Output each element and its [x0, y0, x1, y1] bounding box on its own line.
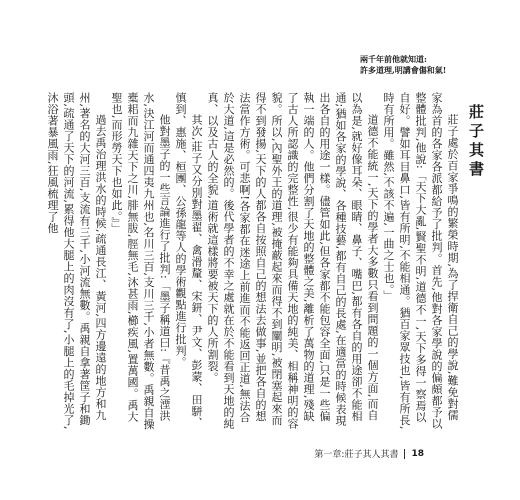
footer-divider [404, 449, 405, 459]
vertical-text-body [46, 92, 486, 432]
paragraph: 莊子處於百家爭鳴的繁榮時期,為了捍衛自己的學說,難免對儒家為首的各家各派都給予了批判。首先,他對各家學說的偏頗都予以整體批判,他說:「天下大亂,賢聖不明,道德不一,天下多得一察焉以自好。譬如耳目鼻口,皆有所明,不能相通。猶百家眾技也,皆有所長,時有所用。雖然,不該不遍,一曲之士也。」 [382, 92, 459, 430]
chapter-label: 第一章:莊子其人其書 [314, 450, 399, 460]
paragraph: 道德不能統一,天下的學者大多數只看到問題的一個方面,而自以為是,就好像耳朵、眼睛、鼻子、嘴巴,都有各自的用途卻不能相通;猶如各家的學說、各種技藝,都有自己的長處,在適當的時候表現出各自的用途一樣。儘管如此,但各家都不能包容全面,只是一些偏執一端的人。他們分割了天地的整體之美,離析了萬物的道理,殘缺了古人所認識的完整性,很少有能夠具備天地的純美、相稱神明的容貌。所以,內聖外王的道理,被掩蔽起來而得不到闡明,被閉塞起來而得不到發揚,天下的人都各自按照自己的想法去做事,並把各自的想法當作方術。可悲啊!各家都在迷途上前進而不能返回正道,無法合於大道,這是必然的。後代學者的不幸之處就在於不能看到天地的純真、以及古人的全貌,道術就這樣將要被天下的人所割裂。 [206, 92, 379, 430]
paragraph: 他對墨子的一些言論進行了批判:「墨子稱道曰:『昔禹之湮洪水,決江河而通四夷九州也,名川三百,支川三千,小者無數。禹親自操橐耜而九雜天下之川,腓無胈,脛無毛,沐甚雨,櫛疾風,置萬國。禹大聖也,而形勞天下也如此。』」 [110, 92, 171, 430]
page-number: 18 [411, 448, 424, 459]
header-line-1: 兩千年前他就知道: [360, 54, 427, 64]
section-title: 莊子其書 [467, 104, 485, 180]
running-header [360, 54, 490, 75]
page-footer [314, 447, 424, 460]
paragraph: 其次,莊子又分別對墨翟、禽滑釐、宋鈃、尹文、彭蒙、田駢、慎到、惠施、桓團、公孫龍等人的學術觀點進行批判。 [174, 92, 203, 429]
header-line-2: 許多道理,明講會傷和氣! [360, 64, 447, 75]
paragraph: 過去禹治理洪水的時候,疏通長江、黃河,四方邊遠的地方和九州,著名的大河三百,支流有三千,小河流無數。禹親自拿著筐子和鋤頭,疏通了天下的河流,累得他大腿上的肉沒有了,小腿上的毛掉光了,沐浴著暴風雨,狂風梳理了他 [46, 92, 107, 430]
